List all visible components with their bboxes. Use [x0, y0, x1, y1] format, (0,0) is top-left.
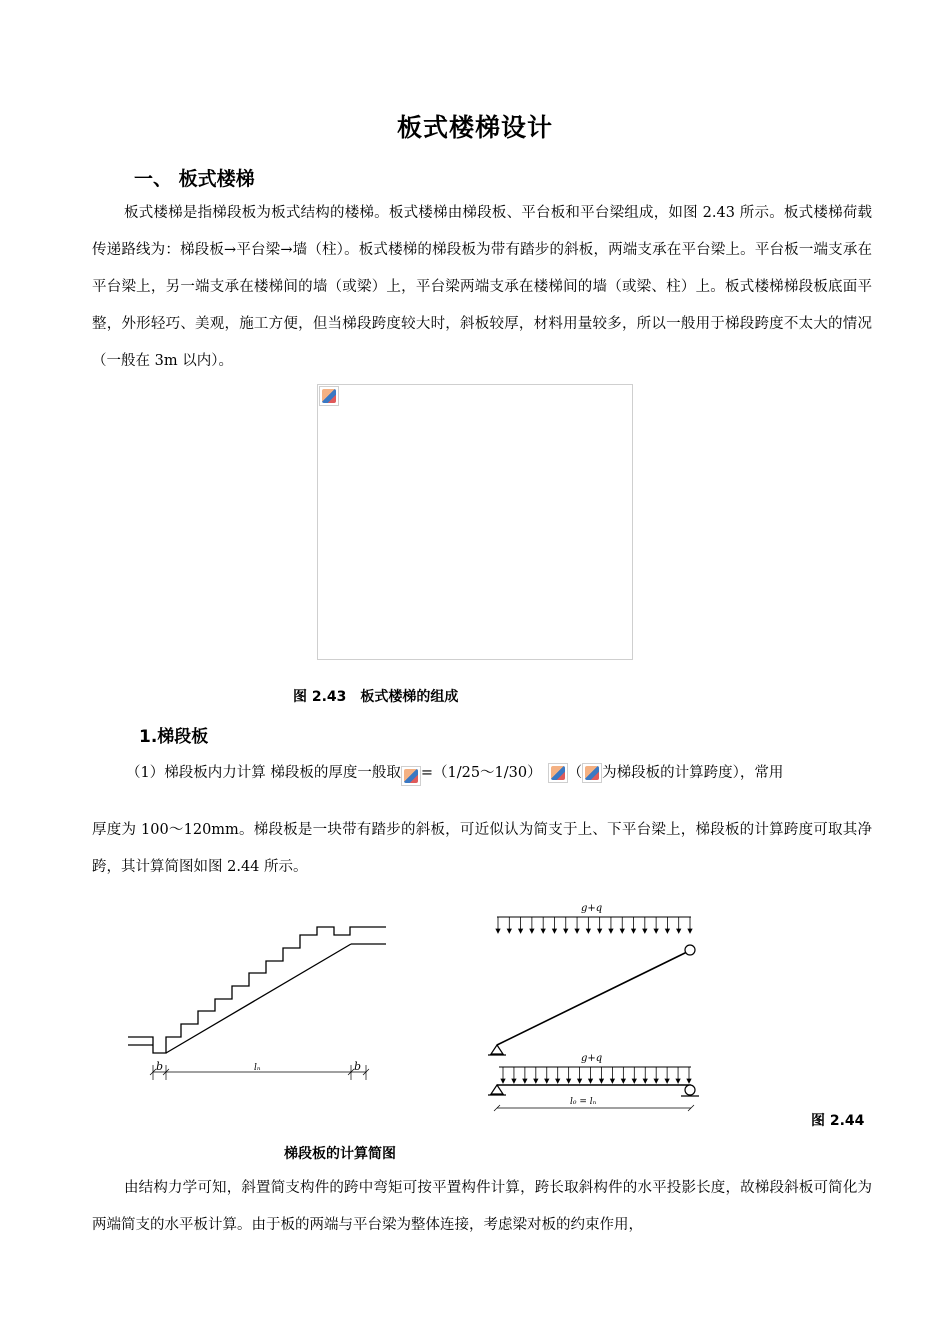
load-arrowhead: [599, 1079, 603, 1083]
section-heading: 一、 板式楼梯: [134, 168, 255, 190]
load-arrowhead: [643, 1079, 647, 1083]
intro-text: 板式楼梯是指梯段板为板式结构的楼梯。板式楼梯由梯段板、平台板和平台梁组成，如图 2.43 所示。板式楼梯荷载传递路线为：梯段板→平台梁→墙（柱）。板式楼梯的梯段板为带有踏步的斜板，两端支承在平台梁上。平台板一端支承在平台梁上，另一端支承在楼梯间的墙（或梁）上，平台梁两端支承在楼梯间的墙（或梁、柱）上。板式楼梯梯段板底面平整，外形轻巧、美观，施工方便，但当梯段跨度较大时，斜板较厚，材料用量较多，所以一般用于梯段跨度不太大的情况（一般在 3m 以内）。: [92, 205, 872, 369]
load-arrowhead: [512, 1079, 516, 1083]
load-arrowhead: [575, 929, 579, 933]
load-arrowhead: [632, 1079, 636, 1083]
load-arrowhead: [534, 1079, 538, 1083]
stair-slab-diagram: [120, 925, 400, 1085]
subsection-heading: 1.梯段板: [139, 727, 209, 747]
load-arrowhead: [519, 929, 523, 933]
formula-text-a: （1）梯段板内力计算 梯段板的厚度一般取: [126, 765, 401, 781]
load-arrowhead: [564, 929, 568, 933]
broken-image-icon: [319, 386, 339, 406]
load-arrowhead: [610, 1079, 614, 1083]
load-arrowhead: [567, 1079, 571, 1083]
intro-paragraph: [92, 195, 872, 380]
load-arrowhead: [654, 1079, 658, 1083]
figure-2-43-caption: 图 2.43 板式楼梯的组成: [293, 689, 459, 705]
calc-diagram: [485, 900, 715, 1125]
load-arrowhead: [586, 929, 590, 933]
load-arrowhead: [688, 929, 692, 933]
load-arrowhead: [541, 929, 545, 933]
formula-image-icon: [401, 766, 421, 786]
mechanics-paragraph: [92, 1170, 872, 1244]
load-label-bottom: g+q: [581, 1053, 603, 1064]
load-arrowhead: [677, 929, 681, 933]
formula-text-b: =（1/25～1/30）: [420, 765, 542, 781]
load-arrowhead: [507, 929, 511, 933]
load-label-top: g+q: [581, 903, 603, 914]
load-arrowhead: [665, 929, 669, 933]
load-arrowhead: [530, 929, 534, 933]
formula-text-d: 为梯段板的计算跨度），常用: [602, 765, 784, 781]
load-arrowhead: [598, 929, 602, 933]
ln-label: lₙ: [254, 1063, 261, 1073]
thickness-text: 厚度为 100～120mm。梯段板是一块带有踏步的斜板，可近似认为简支于上、下平台梁上，梯段板的计算跨度可取其净跨，其计算简图如图 2.44 所示。: [92, 822, 872, 875]
span-label: l₀ = lₙ: [570, 1097, 597, 1107]
figure-2-44-caption: 梯段板的计算简图: [284, 1146, 396, 1162]
formula-image-icon: [582, 763, 602, 783]
b-label-right: b: [354, 1060, 362, 1073]
load-arrowhead: [545, 1079, 549, 1083]
load-arrowhead: [676, 1079, 680, 1083]
load-arrowhead: [687, 1079, 691, 1083]
figure-2-44-label: 图 2.44: [811, 1113, 865, 1129]
load-arrowhead: [621, 1079, 625, 1083]
formula-line: [92, 760, 872, 786]
load-arrowhead: [496, 929, 500, 933]
load-arrowhead: [643, 929, 647, 933]
load-arrowhead: [654, 929, 658, 933]
figure-2-43-image: [317, 384, 633, 660]
formula-image-icon: [548, 763, 568, 783]
load-arrowhead: [665, 1079, 669, 1083]
load-arrowhead: [589, 1079, 593, 1083]
mechanics-text: 由结构力学可知，斜置简支构件的跨中弯矩可按平置构件计算，跨长取斜构件的水平投影长度，故梯段斜板可简化为两端简支的水平板计算。由于板的两端与平台梁为整体连接，考虑梁对板的约束作用，: [92, 1180, 872, 1233]
page-title: 板式楼梯设计: [396, 113, 553, 142]
load-arrowhead: [501, 1079, 505, 1083]
b-label-left: b: [156, 1060, 164, 1073]
thickness-paragraph: [92, 812, 872, 886]
load-arrowhead: [578, 1079, 582, 1083]
load-arrowhead: [556, 1079, 560, 1083]
formula-text-c: （: [567, 765, 583, 781]
load-arrowhead: [552, 929, 556, 933]
load-arrowhead: [632, 929, 636, 933]
load-arrowhead: [523, 1079, 527, 1083]
load-arrowhead: [620, 929, 624, 933]
load-arrowhead: [609, 929, 613, 933]
